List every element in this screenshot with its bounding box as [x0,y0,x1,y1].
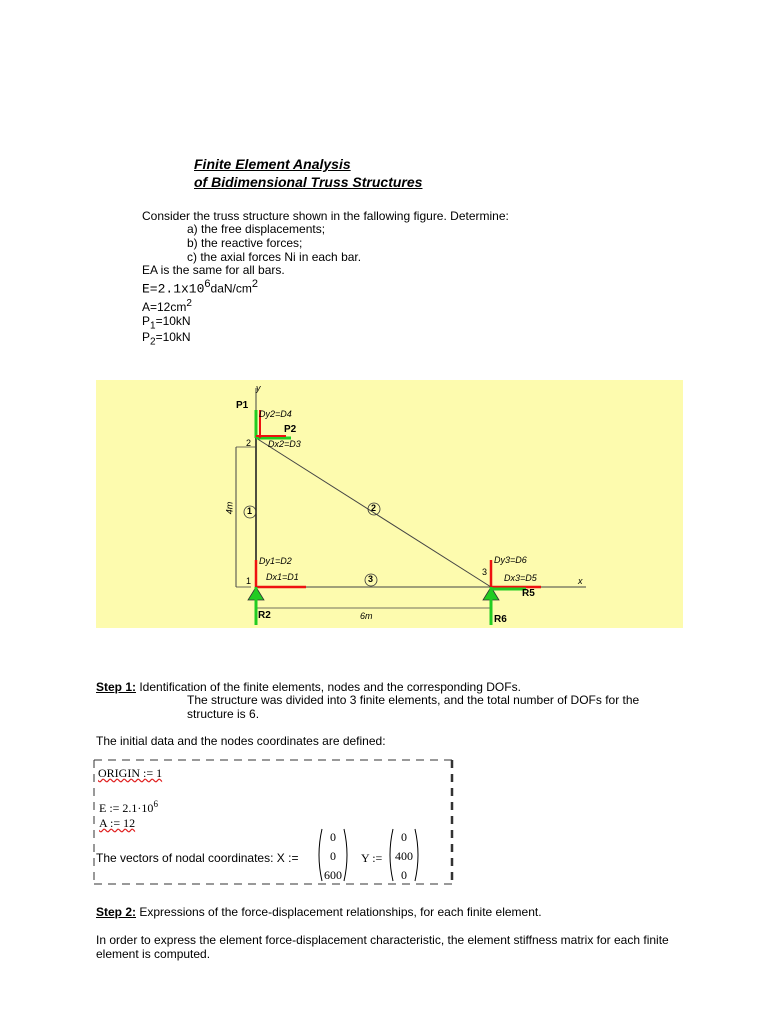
label-6m: 6m [360,611,373,621]
label-R6: R6 [494,614,507,625]
label-node3: 3 [482,567,488,577]
Y-label: Y := [361,851,383,865]
para-line2: element is computed. [96,947,211,961]
truss-figure [96,380,683,628]
label-4m: 4m [224,501,235,515]
matrix-X-cell: 0 [330,830,336,844]
label-el1: 1 [247,506,253,516]
mathcad-A: A := 12 [99,816,136,830]
label-R2: R2 [258,610,271,621]
matrix-Y [387,828,421,882]
label-x: x [578,576,583,586]
label-node2: 2 [246,438,252,448]
label-Dx1: Dx1=D1 [266,572,299,582]
matrix-Y-cell: 400 [395,849,413,863]
init-text: The initial data and the nodes coordinates are defined: [96,734,386,748]
label-Dy1: Dy1=D2 [259,556,292,566]
matrix-Y-cell: 0 [401,868,407,882]
label-Dx3: Dx3=D5 [504,573,537,583]
doc-title-line2: of Bidimensional Truss Structures [194,174,423,190]
label-Dy3: Dy3=D6 [494,555,527,565]
label-node1: 1 [246,576,252,586]
param-P1: $P_1=10kN$ [142,314,191,332]
step2-label: Step 2: [96,905,137,919]
matrix-Y-cell: 0 [401,830,407,844]
intro-item-c: c) the axial forces Ni in each bar. [187,250,362,264]
matrix-X [316,828,350,882]
step1-line2: The structure was divided into 3 finite elements, and the total number of DOFs for the [187,693,640,707]
label-R5: R5 [522,588,535,599]
doc-title-line1: Finite Element Analysis [194,156,351,172]
param-E: $E=2.1x10^6daN/cm^2$ [142,278,259,297]
label-Dx2: Dx2=D3 [268,439,301,449]
vectors-label: The vectors of nodal coordinates: X := [96,851,299,865]
mathcad-origin: ORIGIN := 1 [98,766,163,780]
mathcad-E: E := $2.1\cdot 10^6$ [99,799,158,815]
step1-line1: Step 1: Identification of the finite elements, nodes and the corresponding DOFs. [96,680,521,694]
matrix-X-cell: 600 [324,868,342,882]
label-P2: P2 [284,424,297,435]
label-Dy2: Dy2=D4 [259,409,292,419]
label-el2: 2 [371,503,377,513]
step1-label: Step 1: [96,680,137,694]
param-A: $A=12cm^2$ [142,298,192,314]
intro-item-a: a) the free displacements; [187,222,326,236]
label-el3: 3 [368,574,374,584]
param-P2: $P_2=10kN$ [142,330,191,348]
para-line1: In order to express the element force-displacement characteristic, the element stiffness matrix for each finite [96,933,669,947]
step2-line: Step 2: Expressions of the force-displacement relationships, for each finite element. [96,905,542,919]
label-P1: P1 [236,400,249,411]
label-y: y [256,383,261,393]
truss-diagram [96,380,683,628]
intro-item-b: b) the reactive forces; [187,236,303,250]
step1-line3: structure is 6. [187,707,260,721]
matrix-X-cell: 0 [330,849,336,863]
intro-ea: EA is the same for all bars. [142,263,285,277]
intro-consider: Consider the truss structure shown in the fallowing figure. Determine: [142,209,509,223]
